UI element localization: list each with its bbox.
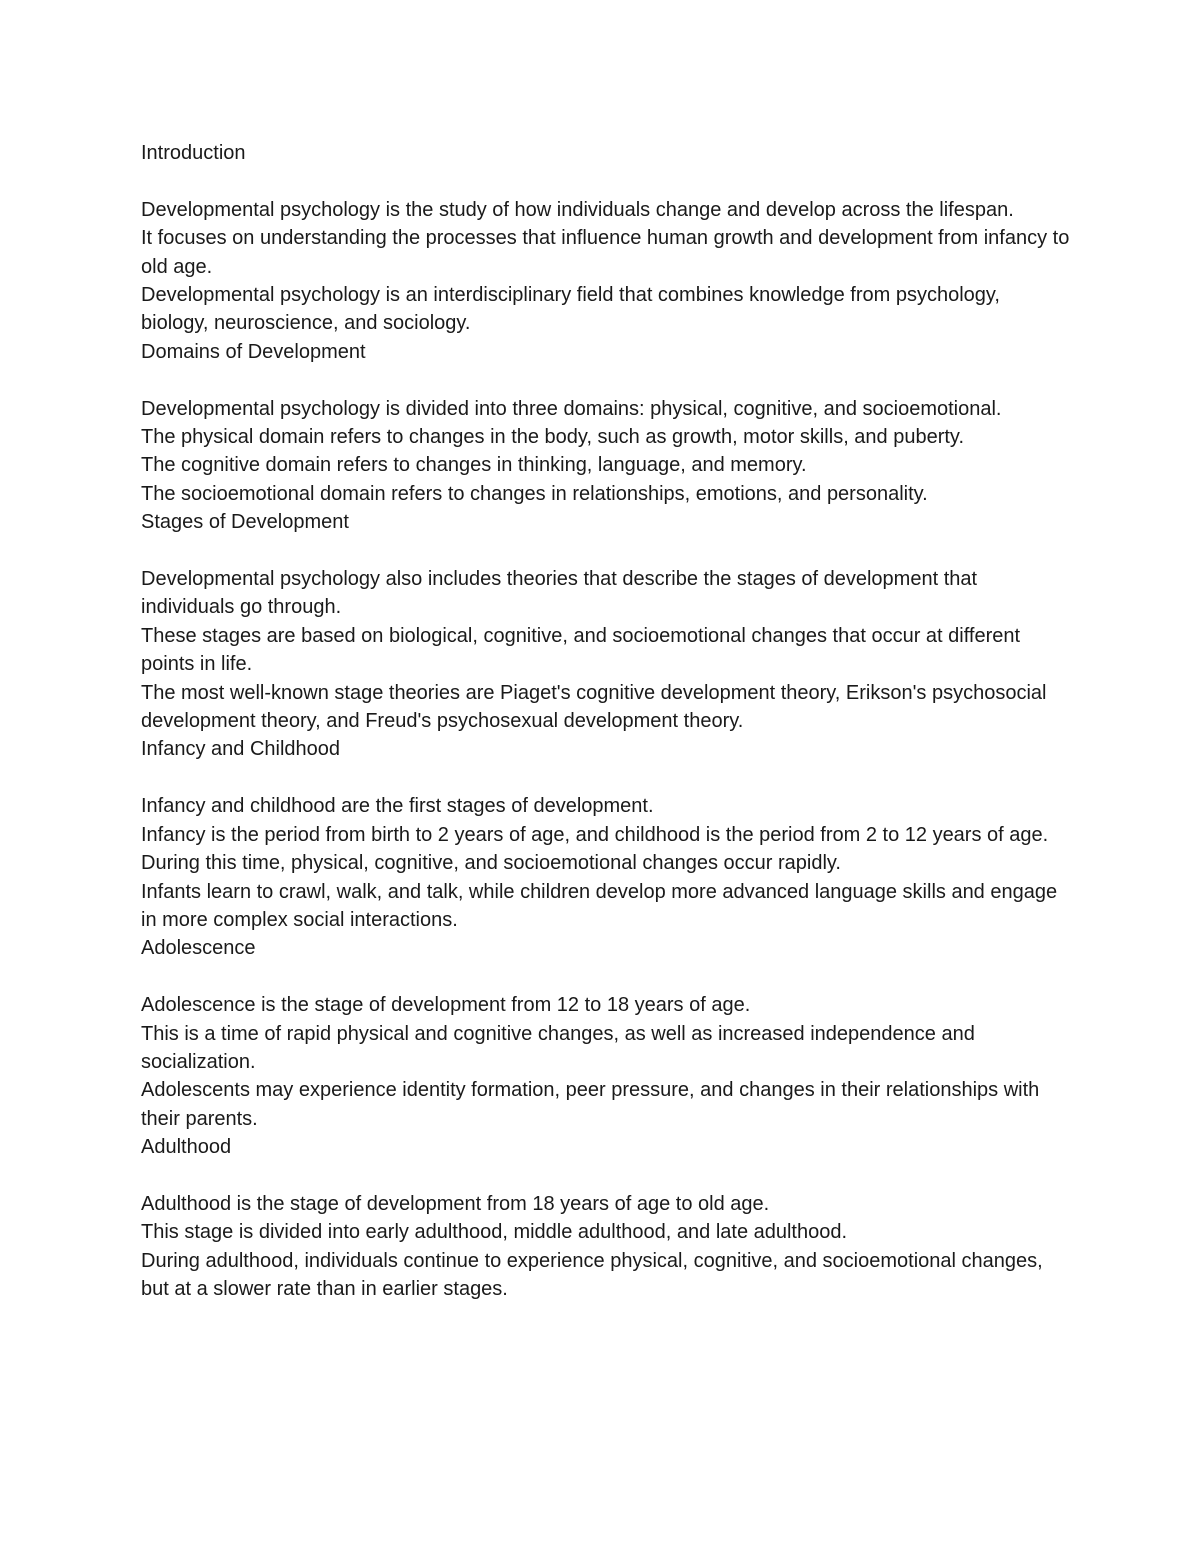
paragraph: Adulthood is the stage of development from 18 years of age to old age.	[141, 1192, 770, 1215]
paragraph: Adolescents may experience identity formation, peer pressure, and changes in their relationships with their parents.	[141, 1079, 1040, 1130]
blank-line	[141, 366, 1071, 394]
section-heading-domains: Domains of Development	[141, 340, 366, 363]
blank-line	[141, 167, 1071, 195]
paragraph: This is a time of rapid physical and cognitive changes, as well as increased independence and socialization.	[141, 1022, 975, 1073]
paragraph: This stage is divided into early adulthood, middle adulthood, and late adulthood.	[141, 1221, 848, 1244]
section-heading-infancy: Infancy and Childhood	[141, 738, 341, 761]
blank-line	[141, 1162, 1071, 1190]
paragraph: Adolescence is the stage of development from 12 to 18 years of age.	[141, 994, 751, 1017]
paragraph: Infancy is the period from birth to 2 years of age, and childhood is the period from 2 to 12 years of age.	[141, 823, 1049, 846]
paragraph: Developmental psychology is divided into three domains: physical, cognitive, and socioemotional.	[141, 397, 1002, 420]
paragraph: It focuses on understanding the processes that influence human growth and development from infancy to old age.	[141, 227, 1070, 278]
paragraph: Developmental psychology is the study of how individuals change and develop across the lifespan.	[141, 198, 1014, 221]
paragraph: The socioemotional domain refers to changes in relationships, emotions, and personality.	[141, 482, 928, 505]
section-heading-stages: Stages of Development	[141, 511, 349, 534]
paragraph: The most well-known stage theories are Piaget's cognitive development theory, Erikson's psychosocial development theory, and Freud's psychosexual development theory.	[141, 681, 1047, 733]
paragraph: Developmental psychology also includes theories that describe the stages of development that individuals go through.	[141, 568, 978, 619]
document-page	[141, 139, 1071, 1304]
paragraph: The physical domain refers to changes in the body, such as growth, motor skills, and puberty.	[141, 426, 965, 449]
paragraph: During adulthood, individuals continue to experience physical, cognitive, and socioemotional changes, but at a slower rate than in earlier stages.	[141, 1249, 1043, 1301]
section-heading-introduction: Introduction	[141, 142, 246, 164]
section-heading-adolescence: Adolescence	[141, 937, 256, 960]
paragraph: During this time, physical, cognitive, and socioemotional changes occur rapidly.	[141, 852, 841, 875]
paragraph: These stages are based on biological, cognitive, and socioemotional changes that occur at different points in life.	[141, 624, 1021, 676]
paragraph: Developmental psychology is an interdisciplinary field that combines knowledge from psychology, biology, neuroscience, and sociology.	[141, 284, 1000, 335]
blank-line	[141, 764, 1071, 792]
paragraph: Infancy and childhood are the first stages of development.	[141, 795, 654, 818]
section-heading-adulthood: Adulthood	[141, 1136, 232, 1159]
paragraph: Infants learn to crawl, walk, and talk, while children develop more advanced language skills and engage in more complex social interactions.	[141, 880, 1058, 931]
blank-line	[141, 537, 1071, 565]
blank-line	[141, 963, 1071, 991]
paragraph: The cognitive domain refers to changes in thinking, language, and memory.	[141, 454, 807, 477]
